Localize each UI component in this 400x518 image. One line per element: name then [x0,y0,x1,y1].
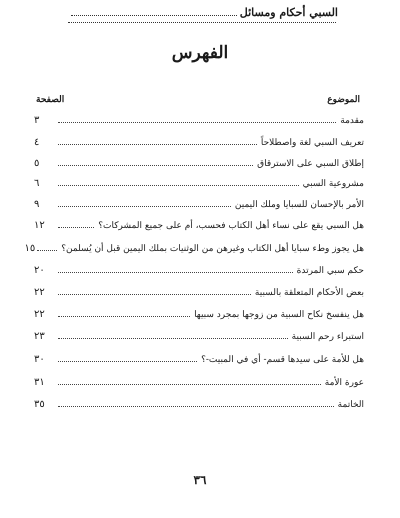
dot-leader [37,250,57,251]
toc-row [34,175,364,189]
header-divider [68,22,336,23]
toc-entry-page: ٤ [34,137,40,148]
toc-row [24,240,364,254]
toc-row [34,351,364,365]
dot-leader [58,361,197,362]
toc-entry-page: ٣ [34,115,40,126]
dot-leader [58,227,94,228]
toc-entry-title: حكم سبي المرتدة [296,266,364,276]
dot-leader [58,144,257,145]
toc-entry-page: ٥ [34,158,40,169]
toc-entry-page: ٣١ [34,377,45,388]
toc-entry-page: ٢٣ [34,331,45,342]
dot-leader [58,185,299,186]
toc-entry-page: ٣٥ [34,399,45,410]
topic-column-header: الموضوع [327,95,360,105]
dot-leader [58,165,253,166]
toc-row [34,328,364,342]
toc-row [34,396,364,410]
dot-leader [58,272,293,273]
toc-row [34,284,364,298]
toc-entry-title: استبراء رحم السبية [291,332,364,342]
toc-entry-title: تعريف السبي لغة واصطلاحاً [260,138,364,148]
toc-row [34,155,364,169]
toc-row [34,134,364,148]
dot-leader [58,406,334,407]
toc-entry-page: ٢٠ [34,265,45,276]
dot-leader [58,294,251,295]
toc-entry-title: هل يجوز وطء سبايا أهل الكتاب وغيرهن من الوثنيات بملك اليمين قبل أن يُسلمن؟ [61,244,364,254]
toc-entry-title: عورة الأمة [324,378,364,388]
page-column-header: الصفحة [36,95,65,105]
toc-entry-title: الخاتمة [337,400,364,410]
dot-leader [58,206,231,207]
toc-entry-page: ٩ [34,199,40,210]
toc-entry-page: ٢٢ [34,309,45,320]
toc-entry-title: هل السبي يقع على نساء أهل الكتاب فحسب، أم على جميع المشركات؟ [98,221,364,231]
toc-entry-page: ١٢ [34,220,45,231]
dot-leader [58,316,190,317]
toc-entry-title: هل للأمة على سيدها قسم- أي في المبيت-؟ [201,355,364,365]
page-title: الفهرس [171,43,229,63]
toc-row [34,306,364,320]
dot-leader [58,384,321,385]
header-dotted-rule [71,9,237,16]
running-header [68,6,338,19]
toc-entry-page: ٣٠ [34,354,45,365]
toc-entry-title: مشروعية السبي [302,179,364,189]
toc-row [34,112,364,126]
toc-entry-title: إطلاق السبي على الاسترقاق [257,159,364,169]
page-number: ٣٦ [193,473,207,487]
toc-entry-title: هل ينفسخ نكاح السبية من زوجها بمجرد سبيها [194,310,364,320]
dot-leader [58,338,288,339]
toc-entry-page: ٢٢ [34,287,45,298]
toc-row [34,196,364,210]
toc-entry-title: مقدمة [340,116,364,126]
running-title: السبي أحكام ومسائل [239,6,338,19]
dot-leader [58,122,336,123]
toc-row [34,217,364,231]
toc-entry-title: الأمر بالإحسان للسبايا وملك اليمين [234,200,364,210]
toc-entry-page: ١٥ [24,243,36,254]
toc-entry-page: ٦ [34,178,40,189]
toc-row [34,262,364,276]
toc-entry-title: بعض الأحكام المتعلقة بالسبية [254,288,364,298]
toc-row [34,374,364,388]
